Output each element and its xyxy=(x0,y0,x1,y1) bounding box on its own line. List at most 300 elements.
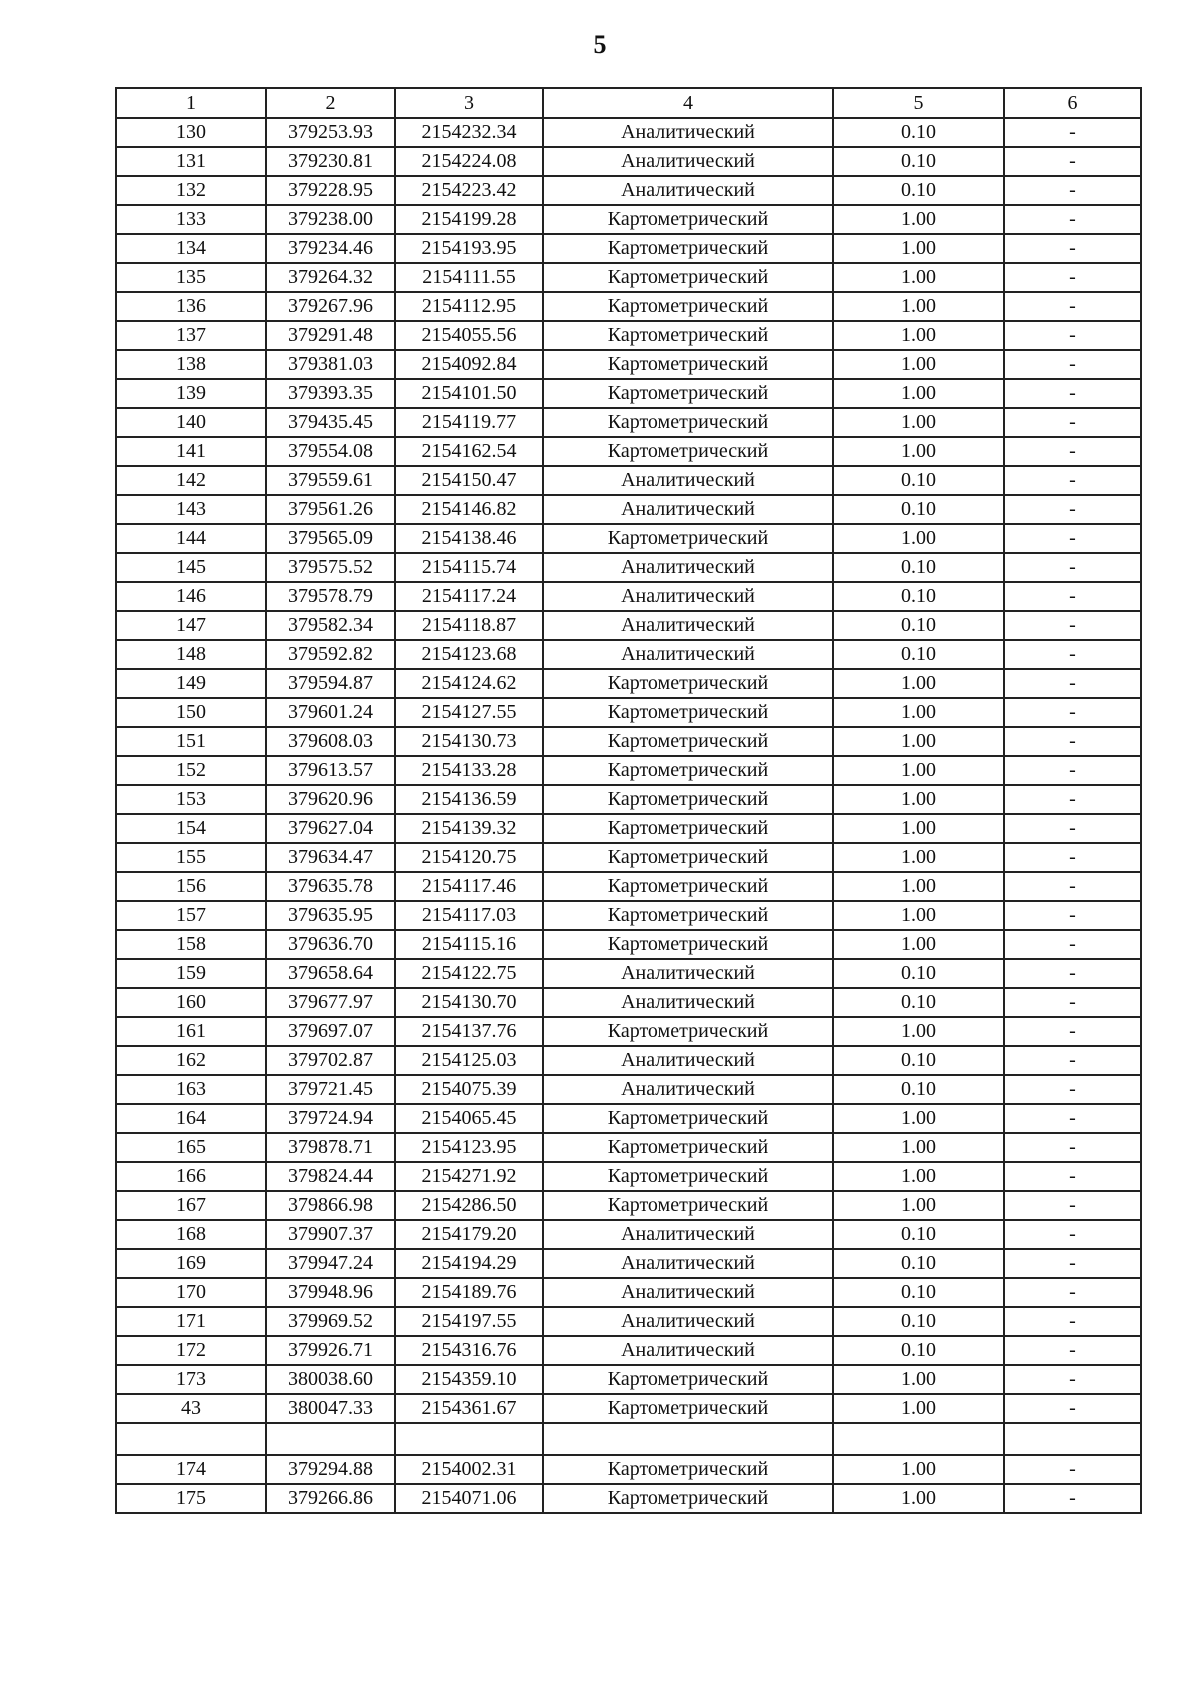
table-cell: Аналитический xyxy=(543,147,833,176)
table-cell: - xyxy=(1004,669,1141,698)
table-cell: 2154194.29 xyxy=(395,1249,543,1278)
table-cell: 2154123.95 xyxy=(395,1133,543,1162)
table-cell: - xyxy=(1004,843,1141,872)
table-cell: 1.00 xyxy=(833,1017,1004,1046)
table-cell: - xyxy=(1004,785,1141,814)
table-cell: 380047.33 xyxy=(266,1394,395,1423)
table-cell: 379264.32 xyxy=(266,263,395,292)
table-cell: 1.00 xyxy=(833,1133,1004,1162)
table-row xyxy=(116,814,1141,843)
table-cell: 1.00 xyxy=(833,379,1004,408)
table-cell: 1.00 xyxy=(833,698,1004,727)
table-cell: 170 xyxy=(116,1278,266,1307)
table-cell xyxy=(543,1423,833,1455)
table-row xyxy=(116,1394,1141,1423)
table-cell: - xyxy=(1004,582,1141,611)
table-cell: 139 xyxy=(116,379,266,408)
table-row xyxy=(116,553,1141,582)
table-cell: 2154117.46 xyxy=(395,872,543,901)
table-row xyxy=(116,176,1141,205)
table-cell: 143 xyxy=(116,495,266,524)
table-cell: 2154055.56 xyxy=(395,321,543,350)
table-cell: 1.00 xyxy=(833,1484,1004,1513)
table-cell: - xyxy=(1004,698,1141,727)
table-row xyxy=(116,1278,1141,1307)
table-row xyxy=(116,524,1141,553)
table-cell: - xyxy=(1004,466,1141,495)
table-row xyxy=(116,698,1141,727)
table-cell: - xyxy=(1004,1046,1141,1075)
table-cell: 131 xyxy=(116,147,266,176)
table-cell: 379559.61 xyxy=(266,466,395,495)
table-cell: Аналитический xyxy=(543,582,833,611)
table-cell: 2154162.54 xyxy=(395,437,543,466)
table-cell: 0.10 xyxy=(833,553,1004,582)
table-cell: 0.10 xyxy=(833,1075,1004,1104)
page-number: 5 xyxy=(593,30,607,59)
table-cell: 379613.57 xyxy=(266,756,395,785)
table-cell xyxy=(395,1423,543,1455)
table-cell: - xyxy=(1004,959,1141,988)
table-cell: Картометрический xyxy=(543,901,833,930)
table-cell: Картометрический xyxy=(543,727,833,756)
table-row xyxy=(116,1249,1141,1278)
table-cell: 379230.81 xyxy=(266,147,395,176)
table-cell: Аналитический xyxy=(543,640,833,669)
table-cell: 1.00 xyxy=(833,408,1004,437)
table-cell: 2154127.55 xyxy=(395,698,543,727)
table-row xyxy=(116,1455,1141,1484)
table-cell: 2154130.73 xyxy=(395,727,543,756)
table-cell: 2154361.67 xyxy=(395,1394,543,1423)
table-cell: Картометрический xyxy=(543,321,833,350)
table-cell: - xyxy=(1004,1365,1141,1394)
table-cell: 1.00 xyxy=(833,785,1004,814)
table-cell: 138 xyxy=(116,350,266,379)
table-cell: 168 xyxy=(116,1220,266,1249)
column-header: 6 xyxy=(1004,88,1141,118)
table-cell: 379948.96 xyxy=(266,1278,395,1307)
table-cell: Картометрический xyxy=(543,234,833,263)
table-cell: 154 xyxy=(116,814,266,843)
table-row xyxy=(116,959,1141,988)
table-cell: Картометрический xyxy=(543,1394,833,1423)
table-cell: 158 xyxy=(116,930,266,959)
table-row xyxy=(116,582,1141,611)
table-cell: Аналитический xyxy=(543,118,833,147)
table-cell: 1.00 xyxy=(833,727,1004,756)
table-row xyxy=(116,1307,1141,1336)
table-cell: 173 xyxy=(116,1365,266,1394)
table-cell xyxy=(266,1423,395,1455)
table-cell: Аналитический xyxy=(543,1249,833,1278)
table-cell: 1.00 xyxy=(833,234,1004,263)
table-cell: 379435.45 xyxy=(266,408,395,437)
table-cell: 379234.46 xyxy=(266,234,395,263)
table-cell: 379658.64 xyxy=(266,959,395,988)
table-row xyxy=(116,437,1141,466)
table-cell: 379636.70 xyxy=(266,930,395,959)
table-cell: Картометрический xyxy=(543,437,833,466)
table-cell: 2154117.03 xyxy=(395,901,543,930)
table-cell: - xyxy=(1004,756,1141,785)
table-cell: 379724.94 xyxy=(266,1104,395,1133)
table-row xyxy=(116,1365,1141,1394)
table-cell: 166 xyxy=(116,1162,266,1191)
table-row xyxy=(116,147,1141,176)
table-cell: 165 xyxy=(116,1133,266,1162)
table-cell: 2154101.50 xyxy=(395,379,543,408)
table-cell: 379620.96 xyxy=(266,785,395,814)
table-cell: - xyxy=(1004,205,1141,234)
table-cell: 379866.98 xyxy=(266,1191,395,1220)
table-cell: Аналитический xyxy=(543,1046,833,1075)
table-cell: 379702.87 xyxy=(266,1046,395,1075)
table-cell: - xyxy=(1004,1104,1141,1133)
table-cell: 379634.47 xyxy=(266,843,395,872)
table-cell: 2154065.45 xyxy=(395,1104,543,1133)
table-cell: 1.00 xyxy=(833,669,1004,698)
table-cell: - xyxy=(1004,1455,1141,1484)
table-row xyxy=(116,1133,1141,1162)
table-cell: 1.00 xyxy=(833,437,1004,466)
table-cell: 164 xyxy=(116,1104,266,1133)
table-cell: - xyxy=(1004,234,1141,263)
table-cell: 0.10 xyxy=(833,988,1004,1017)
table-cell: Картометрический xyxy=(543,1484,833,1513)
table-cell: Картометрический xyxy=(543,872,833,901)
table-cell: 379627.04 xyxy=(266,814,395,843)
table-cell: 379697.07 xyxy=(266,1017,395,1046)
table-cell: Картометрический xyxy=(543,524,833,553)
table-row xyxy=(116,1075,1141,1104)
table-cell: 0.10 xyxy=(833,176,1004,205)
table-cell: 1.00 xyxy=(833,843,1004,872)
table-cell: - xyxy=(1004,930,1141,959)
table-cell: 1.00 xyxy=(833,524,1004,553)
table-cell: 144 xyxy=(116,524,266,553)
table-cell xyxy=(833,1423,1004,1455)
table-cell: 2154120.75 xyxy=(395,843,543,872)
table-cell: 0.10 xyxy=(833,495,1004,524)
table-cell: 133 xyxy=(116,205,266,234)
table-cell: - xyxy=(1004,263,1141,292)
table-cell: Аналитический xyxy=(543,176,833,205)
table-row xyxy=(116,205,1141,234)
table-cell: Аналитический xyxy=(543,1307,833,1336)
table-cell: 2154133.28 xyxy=(395,756,543,785)
table-cell: 172 xyxy=(116,1336,266,1365)
table-row xyxy=(116,263,1141,292)
table-cell: 379294.88 xyxy=(266,1455,395,1484)
table-cell: - xyxy=(1004,611,1141,640)
table-cell: 150 xyxy=(116,698,266,727)
table-cell: - xyxy=(1004,524,1141,553)
table-cell: 156 xyxy=(116,872,266,901)
table-cell: Картометрический xyxy=(543,843,833,872)
table-cell: Картометрический xyxy=(543,205,833,234)
table-row xyxy=(116,408,1141,437)
table-cell: Аналитический xyxy=(543,959,833,988)
table-cell: Аналитический xyxy=(543,1278,833,1307)
table-cell: 2154092.84 xyxy=(395,350,543,379)
table-cell: 2154193.95 xyxy=(395,234,543,263)
table-row xyxy=(116,843,1141,872)
table-cell: 0.10 xyxy=(833,1336,1004,1365)
table-cell: 379575.52 xyxy=(266,553,395,582)
table-cell: 379381.03 xyxy=(266,350,395,379)
table-cell: 2154075.39 xyxy=(395,1075,543,1104)
table-cell: 175 xyxy=(116,1484,266,1513)
table-row xyxy=(116,756,1141,785)
table-cell: 2154124.62 xyxy=(395,669,543,698)
table-cell: 1.00 xyxy=(833,292,1004,321)
table-cell: 146 xyxy=(116,582,266,611)
table-cell: Картометрический xyxy=(543,1133,833,1162)
table-cell: Картометрический xyxy=(543,1365,833,1394)
table-cell: 2154197.55 xyxy=(395,1307,543,1336)
table-cell: Картометрический xyxy=(543,930,833,959)
table-cell: 379947.24 xyxy=(266,1249,395,1278)
column-header: 1 xyxy=(116,88,266,118)
table-cell: - xyxy=(1004,1162,1141,1191)
table-cell: 0.10 xyxy=(833,640,1004,669)
table-cell: 379228.95 xyxy=(266,176,395,205)
table-cell: 145 xyxy=(116,553,266,582)
table-row xyxy=(116,785,1141,814)
table-cell: - xyxy=(1004,379,1141,408)
table-row xyxy=(116,1046,1141,1075)
table-cell: 379238.00 xyxy=(266,205,395,234)
table-cell: - xyxy=(1004,147,1141,176)
table-cell: 379266.86 xyxy=(266,1484,395,1513)
table-cell: - xyxy=(1004,553,1141,582)
table-cell: - xyxy=(1004,640,1141,669)
column-header: 4 xyxy=(543,88,833,118)
table-cell: 1.00 xyxy=(833,930,1004,959)
table-cell: - xyxy=(1004,350,1141,379)
table-cell: Аналитический xyxy=(543,1336,833,1365)
table-cell: 379601.24 xyxy=(266,698,395,727)
table-cell: - xyxy=(1004,1191,1141,1220)
table-cell: - xyxy=(1004,292,1141,321)
table-cell: 379565.09 xyxy=(266,524,395,553)
table-cell: 2154136.59 xyxy=(395,785,543,814)
table-cell: 167 xyxy=(116,1191,266,1220)
table-cell: 174 xyxy=(116,1455,266,1484)
table-cell: 379969.52 xyxy=(266,1307,395,1336)
table-row xyxy=(116,669,1141,698)
table-cell: 155 xyxy=(116,843,266,872)
table-cell: 157 xyxy=(116,901,266,930)
table-row xyxy=(116,350,1141,379)
table-cell: - xyxy=(1004,1278,1141,1307)
table-cell: 2154271.92 xyxy=(395,1162,543,1191)
table-cell: 379824.44 xyxy=(266,1162,395,1191)
table-row xyxy=(116,988,1141,1017)
table-cell: 2154117.24 xyxy=(395,582,543,611)
table-cell: Картометрический xyxy=(543,756,833,785)
table-cell: 0.10 xyxy=(833,1220,1004,1249)
table-row xyxy=(116,611,1141,640)
table-cell: 2154137.76 xyxy=(395,1017,543,1046)
table-cell: Картометрический xyxy=(543,263,833,292)
table-cell: 1.00 xyxy=(833,1104,1004,1133)
table-cell: 161 xyxy=(116,1017,266,1046)
table-cell: 379554.08 xyxy=(266,437,395,466)
table-row xyxy=(116,901,1141,930)
table-cell: 1.00 xyxy=(833,1455,1004,1484)
table-cell: 43 xyxy=(116,1394,266,1423)
table-cell: 2154316.76 xyxy=(395,1336,543,1365)
table-cell: 2154071.06 xyxy=(395,1484,543,1513)
table-cell: 379592.82 xyxy=(266,640,395,669)
table-cell: 0.10 xyxy=(833,118,1004,147)
table-row xyxy=(116,379,1141,408)
column-header: 2 xyxy=(266,88,395,118)
table-row xyxy=(116,872,1141,901)
table-row xyxy=(116,930,1141,959)
table-cell: - xyxy=(1004,321,1141,350)
table-cell: 2154150.47 xyxy=(395,466,543,495)
table-cell: 148 xyxy=(116,640,266,669)
table-cell: 2154286.50 xyxy=(395,1191,543,1220)
table-cell: 130 xyxy=(116,118,266,147)
table-cell: 2154138.46 xyxy=(395,524,543,553)
table-cell: 379635.78 xyxy=(266,872,395,901)
table-cell: - xyxy=(1004,1336,1141,1365)
table-cell: 2154130.70 xyxy=(395,988,543,1017)
table-cell: 1.00 xyxy=(833,756,1004,785)
table-cell: 1.00 xyxy=(833,205,1004,234)
table-cell: 1.00 xyxy=(833,321,1004,350)
table-cell: 2154002.31 xyxy=(395,1455,543,1484)
table-cell: 379594.87 xyxy=(266,669,395,698)
table-cell: Картометрический xyxy=(543,408,833,437)
table-cell: - xyxy=(1004,901,1141,930)
table-cell: - xyxy=(1004,408,1141,437)
table-cell: 136 xyxy=(116,292,266,321)
table-cell: 162 xyxy=(116,1046,266,1075)
table-cell: 379721.45 xyxy=(266,1075,395,1104)
table-cell: Картометрический xyxy=(543,814,833,843)
table-cell: 2154119.77 xyxy=(395,408,543,437)
table-row xyxy=(116,1423,1141,1455)
table-cell: 0.10 xyxy=(833,1249,1004,1278)
table-row xyxy=(116,1220,1141,1249)
table-cell: 132 xyxy=(116,176,266,205)
table-cell: Картометрический xyxy=(543,350,833,379)
table-cell: 1.00 xyxy=(833,872,1004,901)
table-cell: - xyxy=(1004,1394,1141,1423)
table-cell: - xyxy=(1004,1484,1141,1513)
table-row xyxy=(116,1104,1141,1133)
table-cell: 141 xyxy=(116,437,266,466)
table-cell: - xyxy=(1004,1307,1141,1336)
table-cell: 0.10 xyxy=(833,466,1004,495)
table-cell: Картометрический xyxy=(543,1017,833,1046)
table-cell: 379635.95 xyxy=(266,901,395,930)
table-cell: 142 xyxy=(116,466,266,495)
table-cell: 134 xyxy=(116,234,266,263)
table-cell: 0.10 xyxy=(833,1278,1004,1307)
table-cell: 379608.03 xyxy=(266,727,395,756)
table-row xyxy=(116,1191,1141,1220)
table-cell: 379267.96 xyxy=(266,292,395,321)
table-cell: 2154122.75 xyxy=(395,959,543,988)
table-cell: 379253.93 xyxy=(266,118,395,147)
table-cell: 2154112.95 xyxy=(395,292,543,321)
table-cell: 160 xyxy=(116,988,266,1017)
table-cell: 163 xyxy=(116,1075,266,1104)
table-cell: - xyxy=(1004,1133,1141,1162)
table-cell: 2154115.74 xyxy=(395,553,543,582)
table-cell: 0.10 xyxy=(833,582,1004,611)
table-cell: Аналитический xyxy=(543,988,833,1017)
table-cell: 1.00 xyxy=(833,350,1004,379)
table-cell: 2154223.42 xyxy=(395,176,543,205)
table-cell: 380038.60 xyxy=(266,1365,395,1394)
table-cell: 379393.35 xyxy=(266,379,395,408)
table-cell: 379677.97 xyxy=(266,988,395,1017)
table-cell: - xyxy=(1004,495,1141,524)
table-cell: 2154224.08 xyxy=(395,147,543,176)
table-cell: - xyxy=(1004,1220,1141,1249)
table-cell: 2154115.16 xyxy=(395,930,543,959)
table-cell: - xyxy=(1004,988,1141,1017)
table-cell: 2154179.20 xyxy=(395,1220,543,1249)
table-cell: 2154125.03 xyxy=(395,1046,543,1075)
table-cell: 152 xyxy=(116,756,266,785)
table-cell: 1.00 xyxy=(833,814,1004,843)
table-row xyxy=(116,118,1141,147)
table-row xyxy=(116,234,1141,263)
table-cell: 0.10 xyxy=(833,959,1004,988)
table-cell: 2154111.55 xyxy=(395,263,543,292)
table-cell: 379907.37 xyxy=(266,1220,395,1249)
table-cell: Аналитический xyxy=(543,1220,833,1249)
table-cell: 0.10 xyxy=(833,611,1004,640)
table-cell: Картометрический xyxy=(543,1104,833,1133)
table-row xyxy=(116,321,1141,350)
table-cell: Аналитический xyxy=(543,611,833,640)
table-cell: - xyxy=(1004,437,1141,466)
table-cell: Картометрический xyxy=(543,669,833,698)
table-cell: 2154199.28 xyxy=(395,205,543,234)
table-cell: 140 xyxy=(116,408,266,437)
table-cell: Картометрический xyxy=(543,785,833,814)
table-cell: 1.00 xyxy=(833,1394,1004,1423)
table-cell: - xyxy=(1004,727,1141,756)
table-cell: Картометрический xyxy=(543,1162,833,1191)
table-cell: 2154146.82 xyxy=(395,495,543,524)
table-cell: Картометрический xyxy=(543,292,833,321)
table-cell: 1.00 xyxy=(833,901,1004,930)
table-cell: 379582.34 xyxy=(266,611,395,640)
coordinates-table xyxy=(115,87,1142,1514)
table-cell: 379578.79 xyxy=(266,582,395,611)
table-cell: Картометрический xyxy=(543,698,833,727)
table-cell: 2154139.32 xyxy=(395,814,543,843)
table-cell: - xyxy=(1004,176,1141,205)
table-cell: 169 xyxy=(116,1249,266,1278)
table-cell: - xyxy=(1004,814,1141,843)
table-cell: 149 xyxy=(116,669,266,698)
table-cell: 147 xyxy=(116,611,266,640)
table-cell: 379291.48 xyxy=(266,321,395,350)
table-row xyxy=(116,640,1141,669)
table-row xyxy=(116,1336,1141,1365)
